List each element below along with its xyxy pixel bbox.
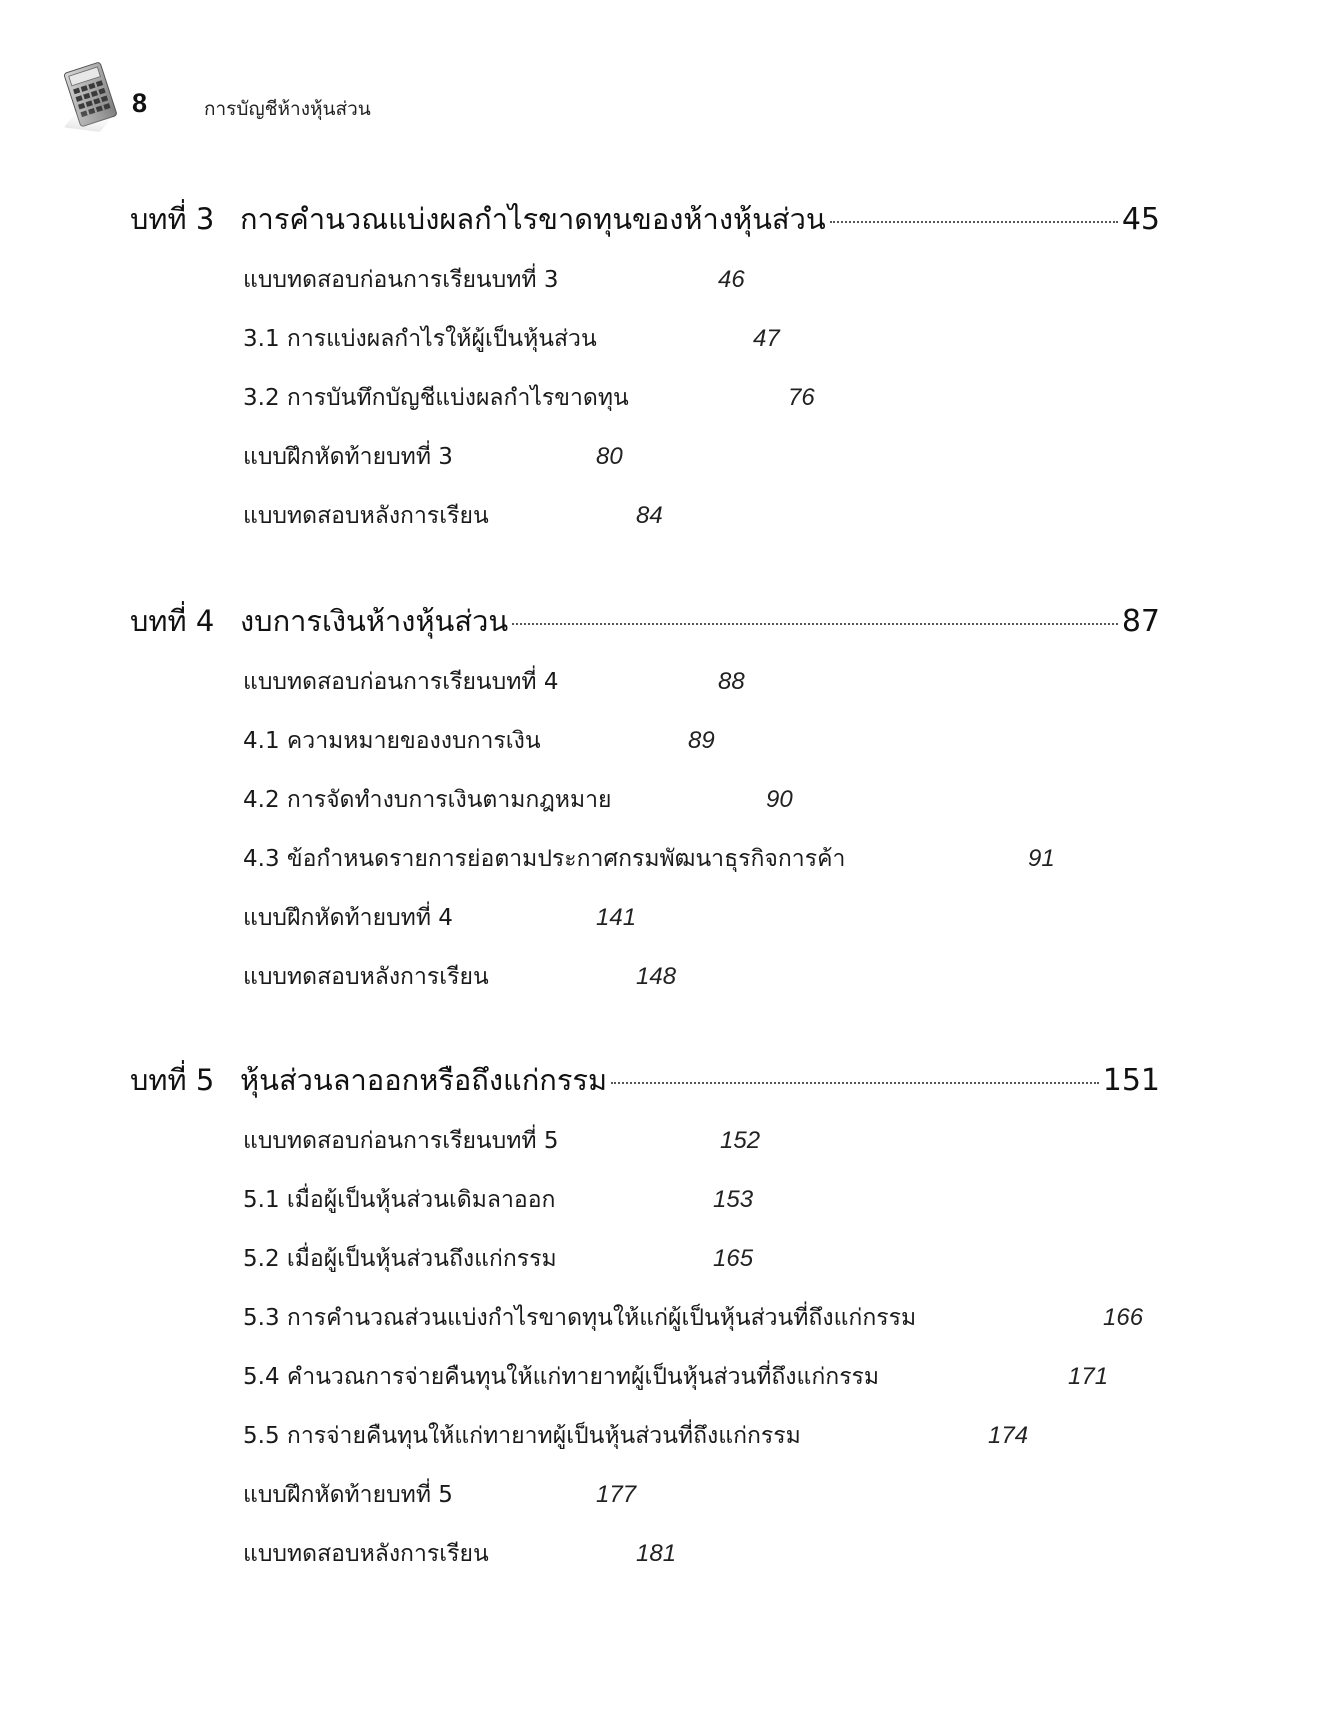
running-title: การบัญชีห้างหุ้นส่วน — [204, 98, 371, 120]
entry-page: 91 — [1028, 844, 1055, 872]
toc-entry[interactable] — [243, 250, 1160, 309]
entry-page: 141 — [596, 903, 637, 931]
entry-text: 5.1 เมื่อผู้เป็นหุ้นส่วนเดิมลาออก — [243, 1186, 556, 1213]
entry-text: 5.2 เมื่อผู้เป็นหุ้นส่วนถึงแก่กรรม — [243, 1245, 557, 1272]
toc-entry[interactable] — [243, 947, 1160, 1006]
entry-text: 3.2 การบันทึกบัญชีแบ่งผลกำไรขาดทุน — [243, 384, 629, 411]
entry-page: 166 — [1103, 1303, 1144, 1331]
toc-entry[interactable] — [243, 309, 1160, 368]
chapter-page: 87 — [1121, 604, 1160, 639]
toc-entry[interactable] — [243, 1406, 1160, 1465]
entry-page: 174 — [988, 1421, 1029, 1449]
entry-page: 152 — [720, 1126, 761, 1154]
chapter-heading[interactable] — [130, 598, 1160, 652]
toc-entry[interactable] — [243, 1465, 1160, 1524]
entry-page: 148 — [636, 962, 677, 990]
entry-page: 90 — [766, 785, 793, 813]
chapter-heading[interactable] — [130, 1057, 1160, 1111]
entry-text: แบบฝึกหัดท้ายบทที่ 3 — [243, 443, 453, 470]
calculator-icon — [62, 62, 124, 158]
chapter-4 — [130, 598, 1160, 1006]
entry-text: แบบฝึกหัดท้ายบทที่ 4 — [243, 904, 453, 931]
entry-text: แบบทดสอบก่อนการเรียนบทที่ 5 — [243, 1127, 559, 1154]
toc-entry[interactable] — [243, 1288, 1160, 1347]
entry-page: 80 — [596, 442, 623, 470]
chapter-title: การคำนวณแบ่งผลกำไรขาดทุนของห้างหุ้นส่วน — [240, 202, 826, 236]
entry-page: 171 — [1068, 1362, 1109, 1390]
entry-text: 4.1 ความหมายของงบการเงิน — [243, 727, 541, 754]
toc-entry[interactable] — [243, 1524, 1160, 1583]
toc-entry[interactable] — [243, 770, 1160, 829]
chapter-heading[interactable] — [130, 196, 1160, 250]
entry-page: 181 — [636, 1539, 677, 1567]
entry-text: 4.3 ข้อกำหนดรายการย่อตามประกาศกรมพัฒนาธุรกิจการค้า — [243, 845, 846, 872]
entry-page: 89 — [688, 726, 715, 754]
entry-text: แบบทดสอบหลังการเรียน — [243, 1540, 489, 1567]
chapter-title: หุ้นส่วนลาออกหรือถึงแก่กรรม — [240, 1063, 608, 1097]
chapter-page: 151 — [1102, 1063, 1160, 1098]
toc-entry[interactable] — [243, 829, 1160, 888]
entry-page: 153 — [713, 1185, 754, 1213]
entry-page: 177 — [596, 1480, 637, 1508]
chapter-label: บทที่ 4 — [130, 604, 215, 638]
entry-page: 84 — [636, 501, 663, 529]
toc-entry[interactable] — [243, 1111, 1160, 1170]
page-header — [62, 62, 662, 162]
entry-text: แบบทดสอบหลังการเรียน — [243, 963, 489, 990]
entry-text: แบบทดสอบหลังการเรียน — [243, 502, 489, 529]
entry-text: 4.2 การจัดทำงบการเงินตามกฎหมาย — [243, 786, 612, 813]
dot-leader — [512, 622, 1118, 625]
chapter-title: งบการเงินห้างหุ้นส่วน — [240, 604, 509, 638]
entry-page: 46 — [718, 265, 745, 293]
entry-page: 88 — [718, 667, 745, 695]
chapter-label: บทที่ 5 — [130, 1063, 215, 1097]
toc-entry[interactable] — [243, 368, 1160, 427]
toc-entry[interactable] — [243, 711, 1160, 770]
toc-entry[interactable] — [243, 427, 1160, 486]
entry-text: แบบฝึกหัดท้ายบทที่ 5 — [243, 1481, 453, 1508]
toc-entry[interactable] — [243, 486, 1160, 545]
toc-entry[interactable] — [243, 1347, 1160, 1406]
entry-text: 3.1 การแบ่งผลกำไรให้ผู้เป็นหุ้นส่วน — [243, 325, 597, 352]
toc-entry[interactable] — [243, 1170, 1160, 1229]
entry-page: 47 — [753, 324, 780, 352]
entry-list — [243, 1111, 1160, 1583]
dot-leader — [611, 1081, 1099, 1084]
entry-list — [243, 250, 1160, 545]
chapter-label: บทที่ 3 — [130, 202, 215, 236]
entry-page: 165 — [713, 1244, 754, 1272]
chapter-3 — [130, 196, 1160, 545]
entry-page: 76 — [788, 383, 815, 411]
toc-entry[interactable] — [243, 888, 1160, 947]
entry-text: 5.4 คำนวณการจ่ายคืนทุนให้แก่ทายาทผู้เป็นหุ้นส่วนที่ถึงแก่กรรม — [243, 1363, 880, 1390]
dot-leader — [830, 220, 1118, 223]
entry-text: 5.5 การจ่ายคืนทุนให้แก่ทายาทผู้เป็นหุ้นส่วนที่ถึงแก่กรรม — [243, 1422, 801, 1449]
entry-text: แบบทดสอบก่อนการเรียนบทที่ 4 — [243, 668, 559, 695]
entry-text: 5.3 การคำนวณส่วนแบ่งกำไรขาดทุนให้แก่ผู้เป็นหุ้นส่วนที่ถึงแก่กรรม — [243, 1304, 917, 1331]
chapter-page: 45 — [1121, 202, 1160, 237]
chapter-5 — [130, 1057, 1160, 1583]
entry-text: แบบทดสอบก่อนการเรียนบทที่ 3 — [243, 266, 559, 293]
toc-entry[interactable] — [243, 1229, 1160, 1288]
entry-list — [243, 652, 1160, 1006]
toc-entry[interactable] — [243, 652, 1160, 711]
page-number: 8 — [132, 88, 148, 118]
